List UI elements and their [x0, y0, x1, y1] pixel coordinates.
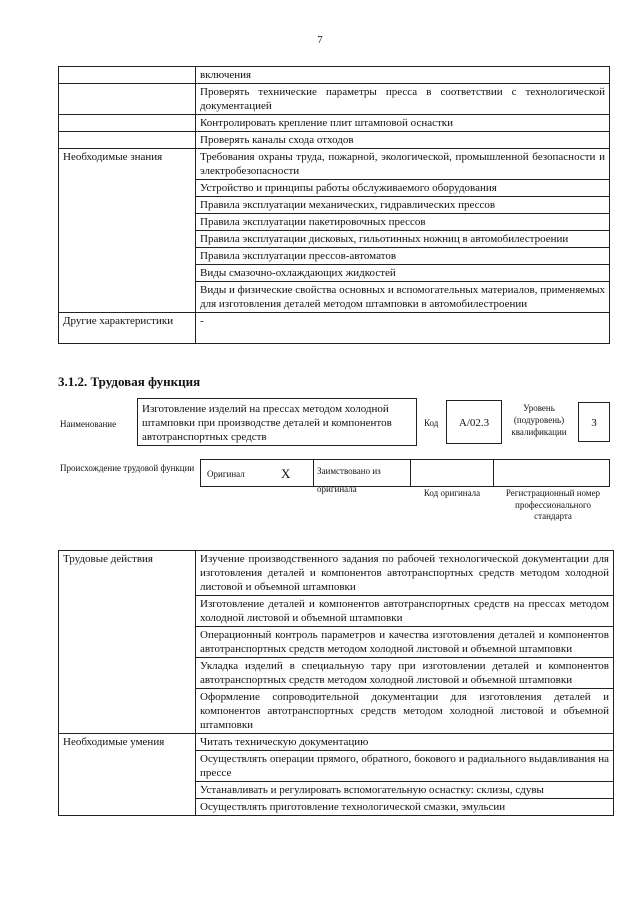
list-item: Оформление сопроводительной документации для изготовления деталей и компонентов автотранспортных средств методом холодной листовой и объемной штамповки [196, 689, 614, 734]
reg-number-caption: Регистрационный номер профессионального стандарта [505, 488, 601, 521]
list-item: Требования охраны труда, пожарной, экологической, промышленной безопасности и электробезопасности [196, 149, 610, 180]
list-item: Контролировать крепление плит штамповой оснастки [196, 115, 610, 132]
table-row [59, 67, 610, 84]
list-item: - [196, 313, 610, 344]
row-label-empty [59, 84, 196, 115]
original-label: Оригинал [207, 469, 245, 479]
table-row [59, 313, 610, 344]
row-label-empty [59, 132, 196, 149]
function-name: Изготовление изделий на прессах методом холодной штамповки при производстве деталей и компонентов автотранспортных средств [142, 403, 392, 443]
borrowed-box [313, 459, 411, 494]
original-box [200, 459, 314, 487]
table-row [59, 551, 614, 596]
list-item: Виды смазочно-охлаждающих жидкостей [196, 265, 610, 282]
row-label: Необходимые знания [59, 149, 196, 313]
continuation-table [58, 66, 610, 344]
labor-function-table [58, 550, 614, 816]
row-label-empty [59, 115, 196, 132]
list-item: включения [196, 67, 610, 84]
list-item: Укладка изделий в специальную тару при изготовлении деталей и компонентов автотранспортных средств методом холодной листовой и объемной штамповки [196, 658, 614, 689]
original-code-caption: Код оригинала [423, 488, 481, 498]
list-item: Изучение производственного задания по рабочей технологической документации для изготовления деталей и компонентов автотранспортных средств методом холодной листовой и объемной штамповки [196, 551, 614, 596]
function-name-box [137, 398, 417, 446]
reg-number-box [493, 459, 610, 487]
section-heading: 3.1.2. Трудовая функция [58, 374, 201, 389]
level-value: 3 [591, 417, 597, 429]
code-box [446, 400, 502, 444]
page-number: 7 [317, 34, 323, 46]
list-item: Виды и физические свойства основных и вспомогательных материалов, применяемых для изготовления деталей методом штамповки в автомобилестроении [196, 282, 610, 313]
table-row [59, 132, 610, 149]
code-label: Код [424, 418, 439, 428]
list-item: Проверять технические параметры пресса в соответствии с технологической документацией [196, 84, 610, 115]
table-row [59, 84, 610, 115]
list-item: Осуществлять операции прямого, обратного, бокового и радиального выдавливания на прессе [196, 751, 614, 782]
original-code-box [410, 459, 494, 487]
origin-label: Происхождение трудовой функции [60, 463, 195, 473]
list-item: Устройство и принципы работы обслуживаемого оборудования [196, 180, 610, 197]
table-row [59, 734, 614, 751]
name-label: Наименование [60, 419, 117, 429]
list-item: Осуществлять приготовление технологической смазки, эмульсии [196, 799, 614, 816]
row-label: Трудовые действия [59, 551, 196, 734]
list-item: Правила эксплуатации прессов-автоматов [196, 248, 610, 265]
level-label: Уровень (подуровень) квалификации [511, 403, 567, 437]
row-label [59, 67, 196, 84]
original-mark: X [281, 466, 291, 481]
list-item: Правила эксплуатации дисковых, гильотинных ножниц в автомобилестроении [196, 231, 610, 248]
list-item: Устанавливать и регулировать вспомогательную оснастку: склизы, сдувы [196, 782, 614, 799]
table-row [59, 149, 610, 180]
list-item: Изготовление деталей и компонентов автотранспортных средств на прессах методом холодной листовой и объемной штамповки [196, 596, 614, 627]
list-item: Проверять каналы схода отходов [196, 132, 610, 149]
row-label: Необходимые умения [59, 734, 196, 816]
list-item: Правила эксплуатации пакетировочных прессов [196, 214, 610, 231]
row-label: Другие характеристики [59, 313, 196, 344]
table-row [59, 115, 610, 132]
code-value: А/02.3 [458, 417, 490, 429]
list-item: Операционный контроль параметров и качества изготовления деталей и компонентов автотранспортных средств методом холодной листовой и объемной штамповки [196, 627, 614, 658]
list-item: Правила эксплуатации механических, гидравлических прессов [196, 197, 610, 214]
level-box [578, 402, 610, 442]
borrowed-label: Заимствовано из оригинала [317, 466, 381, 494]
list-item: Читать техническую документацию [196, 734, 614, 751]
